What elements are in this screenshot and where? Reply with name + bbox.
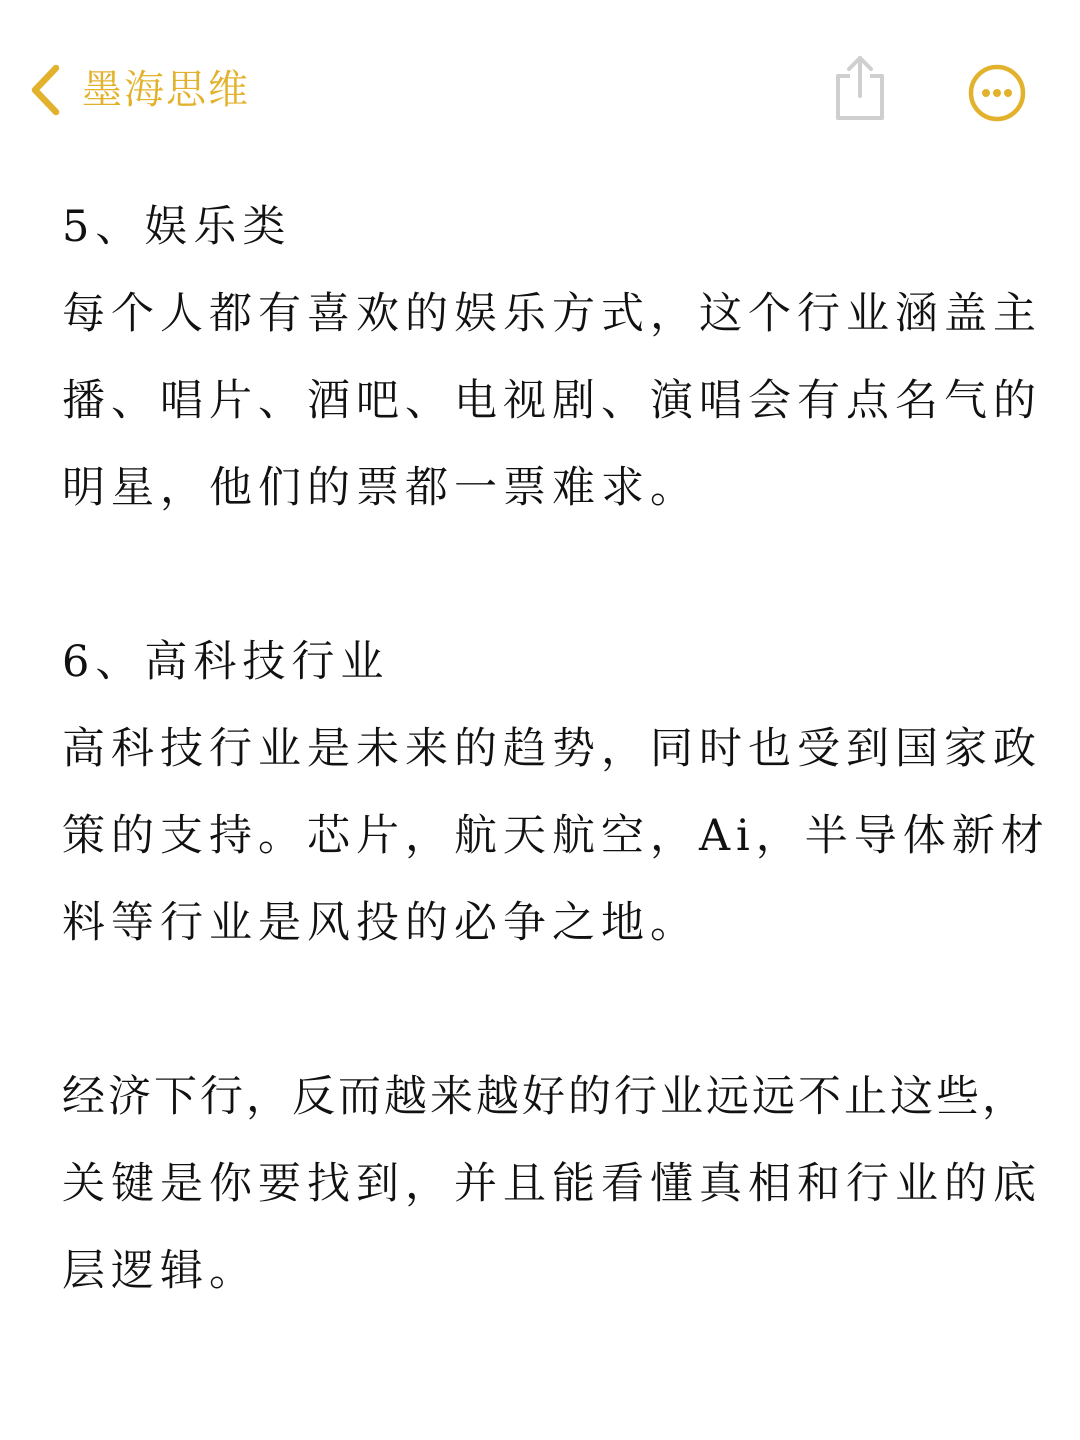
back-button[interactable] <box>28 58 250 122</box>
paragraph-line: 料等行业是风投的必争之地。 <box>62 898 699 948</box>
chevron-left-icon <box>28 64 62 116</box>
share-icon <box>828 52 892 124</box>
blank-line <box>62 532 1052 619</box>
folder-title: 墨海思维 <box>82 67 250 113</box>
navigation-bar <box>0 0 1080 180</box>
more-options-button[interactable] <box>966 62 1028 124</box>
paragraph-line: 明星，他们的票都一票难求。 <box>62 463 699 513</box>
section-heading-high-tech: 6、高科技行业 <box>62 637 390 687</box>
section-heading-entertainment: 5、娱乐类 <box>62 202 292 252</box>
paragraph-line: 关键是你要找到，并且能看懂真相和行业的底 <box>62 1159 1042 1209</box>
paragraph-line: 高科技行业是未来的趋势，同时也受到国家政 <box>62 724 1042 774</box>
note-body[interactable] <box>62 184 1052 1315</box>
share-button[interactable] <box>828 52 892 124</box>
paragraph-line: 经济下行，反而越来越好的行业远远不止这些， <box>62 1072 1028 1122</box>
more-icon <box>966 62 1028 124</box>
paragraph-line: 每个人都有喜欢的娱乐方式，这个行业涵盖主 <box>62 289 1042 339</box>
paragraph-line: 播、唱片、酒吧、电视剧、演唱会有点名气的 <box>62 376 1042 426</box>
paragraph-line: 层逻辑。 <box>62 1246 258 1296</box>
paragraph-line: 策的支持。芯片，航天航空，Ai，半导体新材 <box>62 811 1050 861</box>
blank-line <box>62 967 1052 1054</box>
